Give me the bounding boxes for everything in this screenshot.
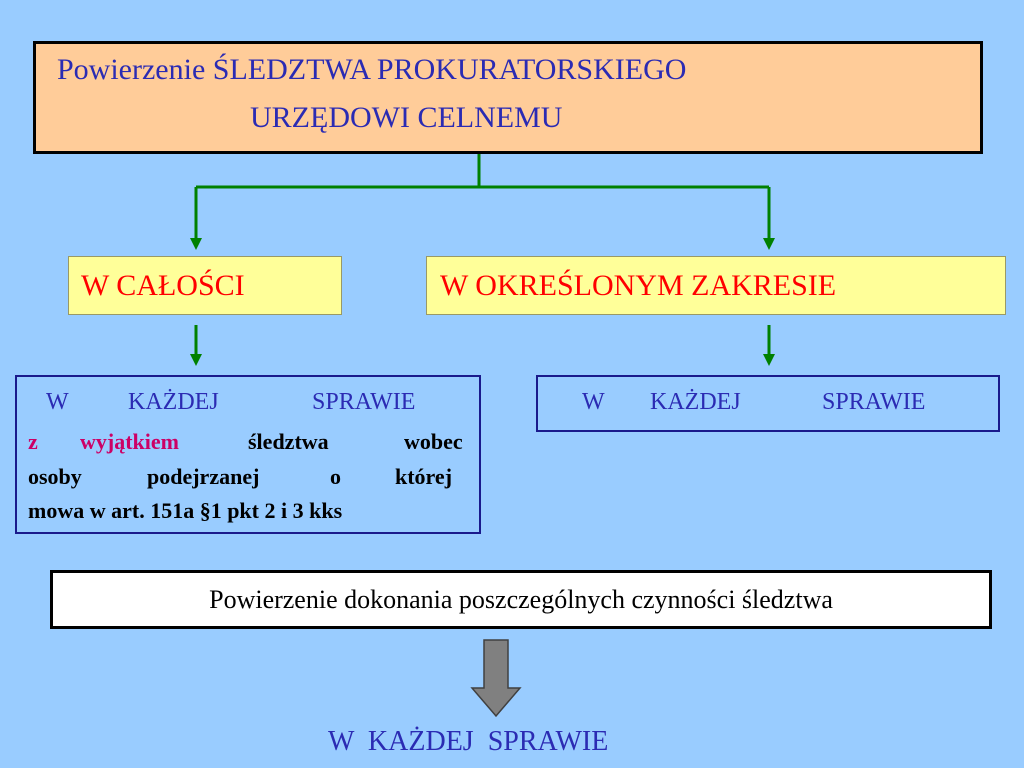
arrowhead-icon <box>190 238 202 250</box>
left-line3-word: osoby <box>28 464 82 489</box>
right-detail-box <box>536 375 1000 432</box>
left-line3-word: której <box>395 464 453 489</box>
left-line3-word: o <box>330 464 341 489</box>
arrowhead-icon <box>763 238 775 250</box>
bottom-box-text: Powierzenie dokonania poszczególnych czynności śledztwa <box>209 584 833 614</box>
branch-whole-box <box>68 256 342 315</box>
right-word: SPRAWIE <box>822 389 926 415</box>
top-title-line1: Powierzenie ŚLEDZTWA PROKURATORSKIEGO <box>57 53 687 86</box>
arrowhead-icon <box>763 354 775 366</box>
left-head-word: KAŻDEJ <box>128 389 219 415</box>
branch-scope-box <box>426 256 1006 315</box>
left-head-word: W <box>46 389 69 415</box>
branch-scope-label: W OKREŚLONYM ZAKRESIE <box>440 268 837 302</box>
final-caption: W KAŻDEJ SPRAWIE <box>328 726 609 757</box>
right-word: KAŻDEJ <box>650 389 741 415</box>
arrowhead-icon <box>190 354 202 366</box>
exception-word: z <box>28 429 38 454</box>
left-line4: mowa w art. 151a §1 pkt 2 i 3 kks <box>28 498 343 523</box>
left-line3-word: podejrzanej <box>147 464 260 489</box>
left-head-word: SPRAWIE <box>312 389 416 415</box>
right-word: W <box>582 389 605 415</box>
left-line2-word: wobec <box>404 429 463 454</box>
branch-whole-label: W CAŁOŚCI <box>81 268 245 302</box>
down-block-arrow-icon <box>472 640 520 716</box>
left-line2-word: śledztwa <box>248 429 329 454</box>
exception-word: wyjątkiem <box>80 429 179 454</box>
top-title-line2: URZĘDOWI CELNEMU <box>250 101 563 134</box>
